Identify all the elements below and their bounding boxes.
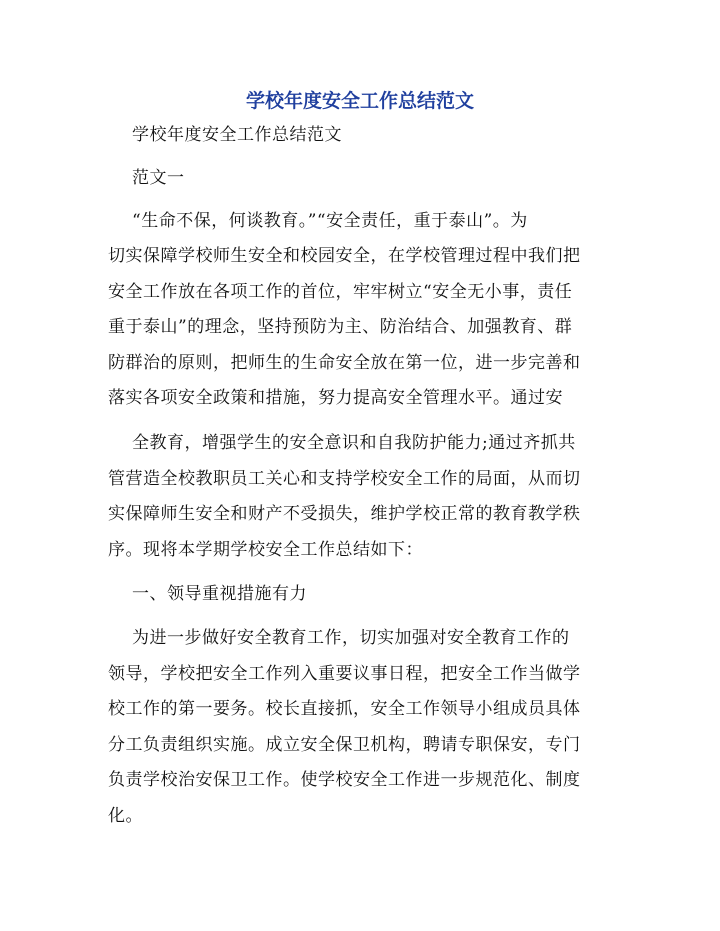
paragraph-line: 为进一步做好安全教育工作，切实加强对安全教育工作的 xyxy=(132,628,570,648)
section-heading: 一、领导重视措施有力 xyxy=(132,584,307,604)
section-label: 范文一 xyxy=(132,168,185,188)
paragraph-line: 重于泰山”的理念，坚持预防为主、防治结合、加强教育、群 xyxy=(108,317,573,337)
paragraph-line: 化。 xyxy=(108,806,143,826)
paragraph-line: “生命不保，何谈教育。”“安全责任，重于泰山”。为 xyxy=(132,211,528,231)
paragraph-line: 安全工作放在各项工作的首位，牢牢树立“安全无小事，责任 xyxy=(108,282,573,302)
paragraph-line: 序。现将本学期学校安全工作总结如下： xyxy=(108,540,423,560)
paragraph-line: 落实各项安全政策和措施，努力提高安全管理水平。通过安 xyxy=(108,388,563,408)
paragraph-line: 防群治的原则，把师生的生命安全放在第一位，进一步完善和 xyxy=(108,353,581,373)
paragraph-line: 校工作的第一要务。校长直接抓，安全工作领导小组成员具体 xyxy=(108,699,581,719)
subtitle-line: 学校年度安全工作总结范文 xyxy=(132,125,342,145)
paragraph-line: 全教育，增强学生的安全意识和自我防护能力;通过齐抓共 xyxy=(132,433,576,453)
paragraph-line: 负责学校治安保卫工作。使学校安全工作进一步规范化、制度 xyxy=(108,770,581,790)
paragraph-line: 分工负责组织实施。成立安全保卫机构，聘请专职保安，专门 xyxy=(108,735,581,755)
document-title: 学校年度安全工作总结范文 xyxy=(245,90,474,112)
paragraph-line: 管营造全校教职员工关心和支持学校安全工作的局面，从而切 xyxy=(108,469,581,489)
paragraph-line: 领导，学校把安全工作列入重要议事日程，把安全工作当做学 xyxy=(108,664,581,684)
paragraph-line: 实保障师生安全和财产不受损失，维护学校正常的教育教学秩 xyxy=(108,504,581,524)
paragraph-line: 切实保障学校师生安全和校园安全，在学校管理过程中我们把 xyxy=(108,246,581,266)
